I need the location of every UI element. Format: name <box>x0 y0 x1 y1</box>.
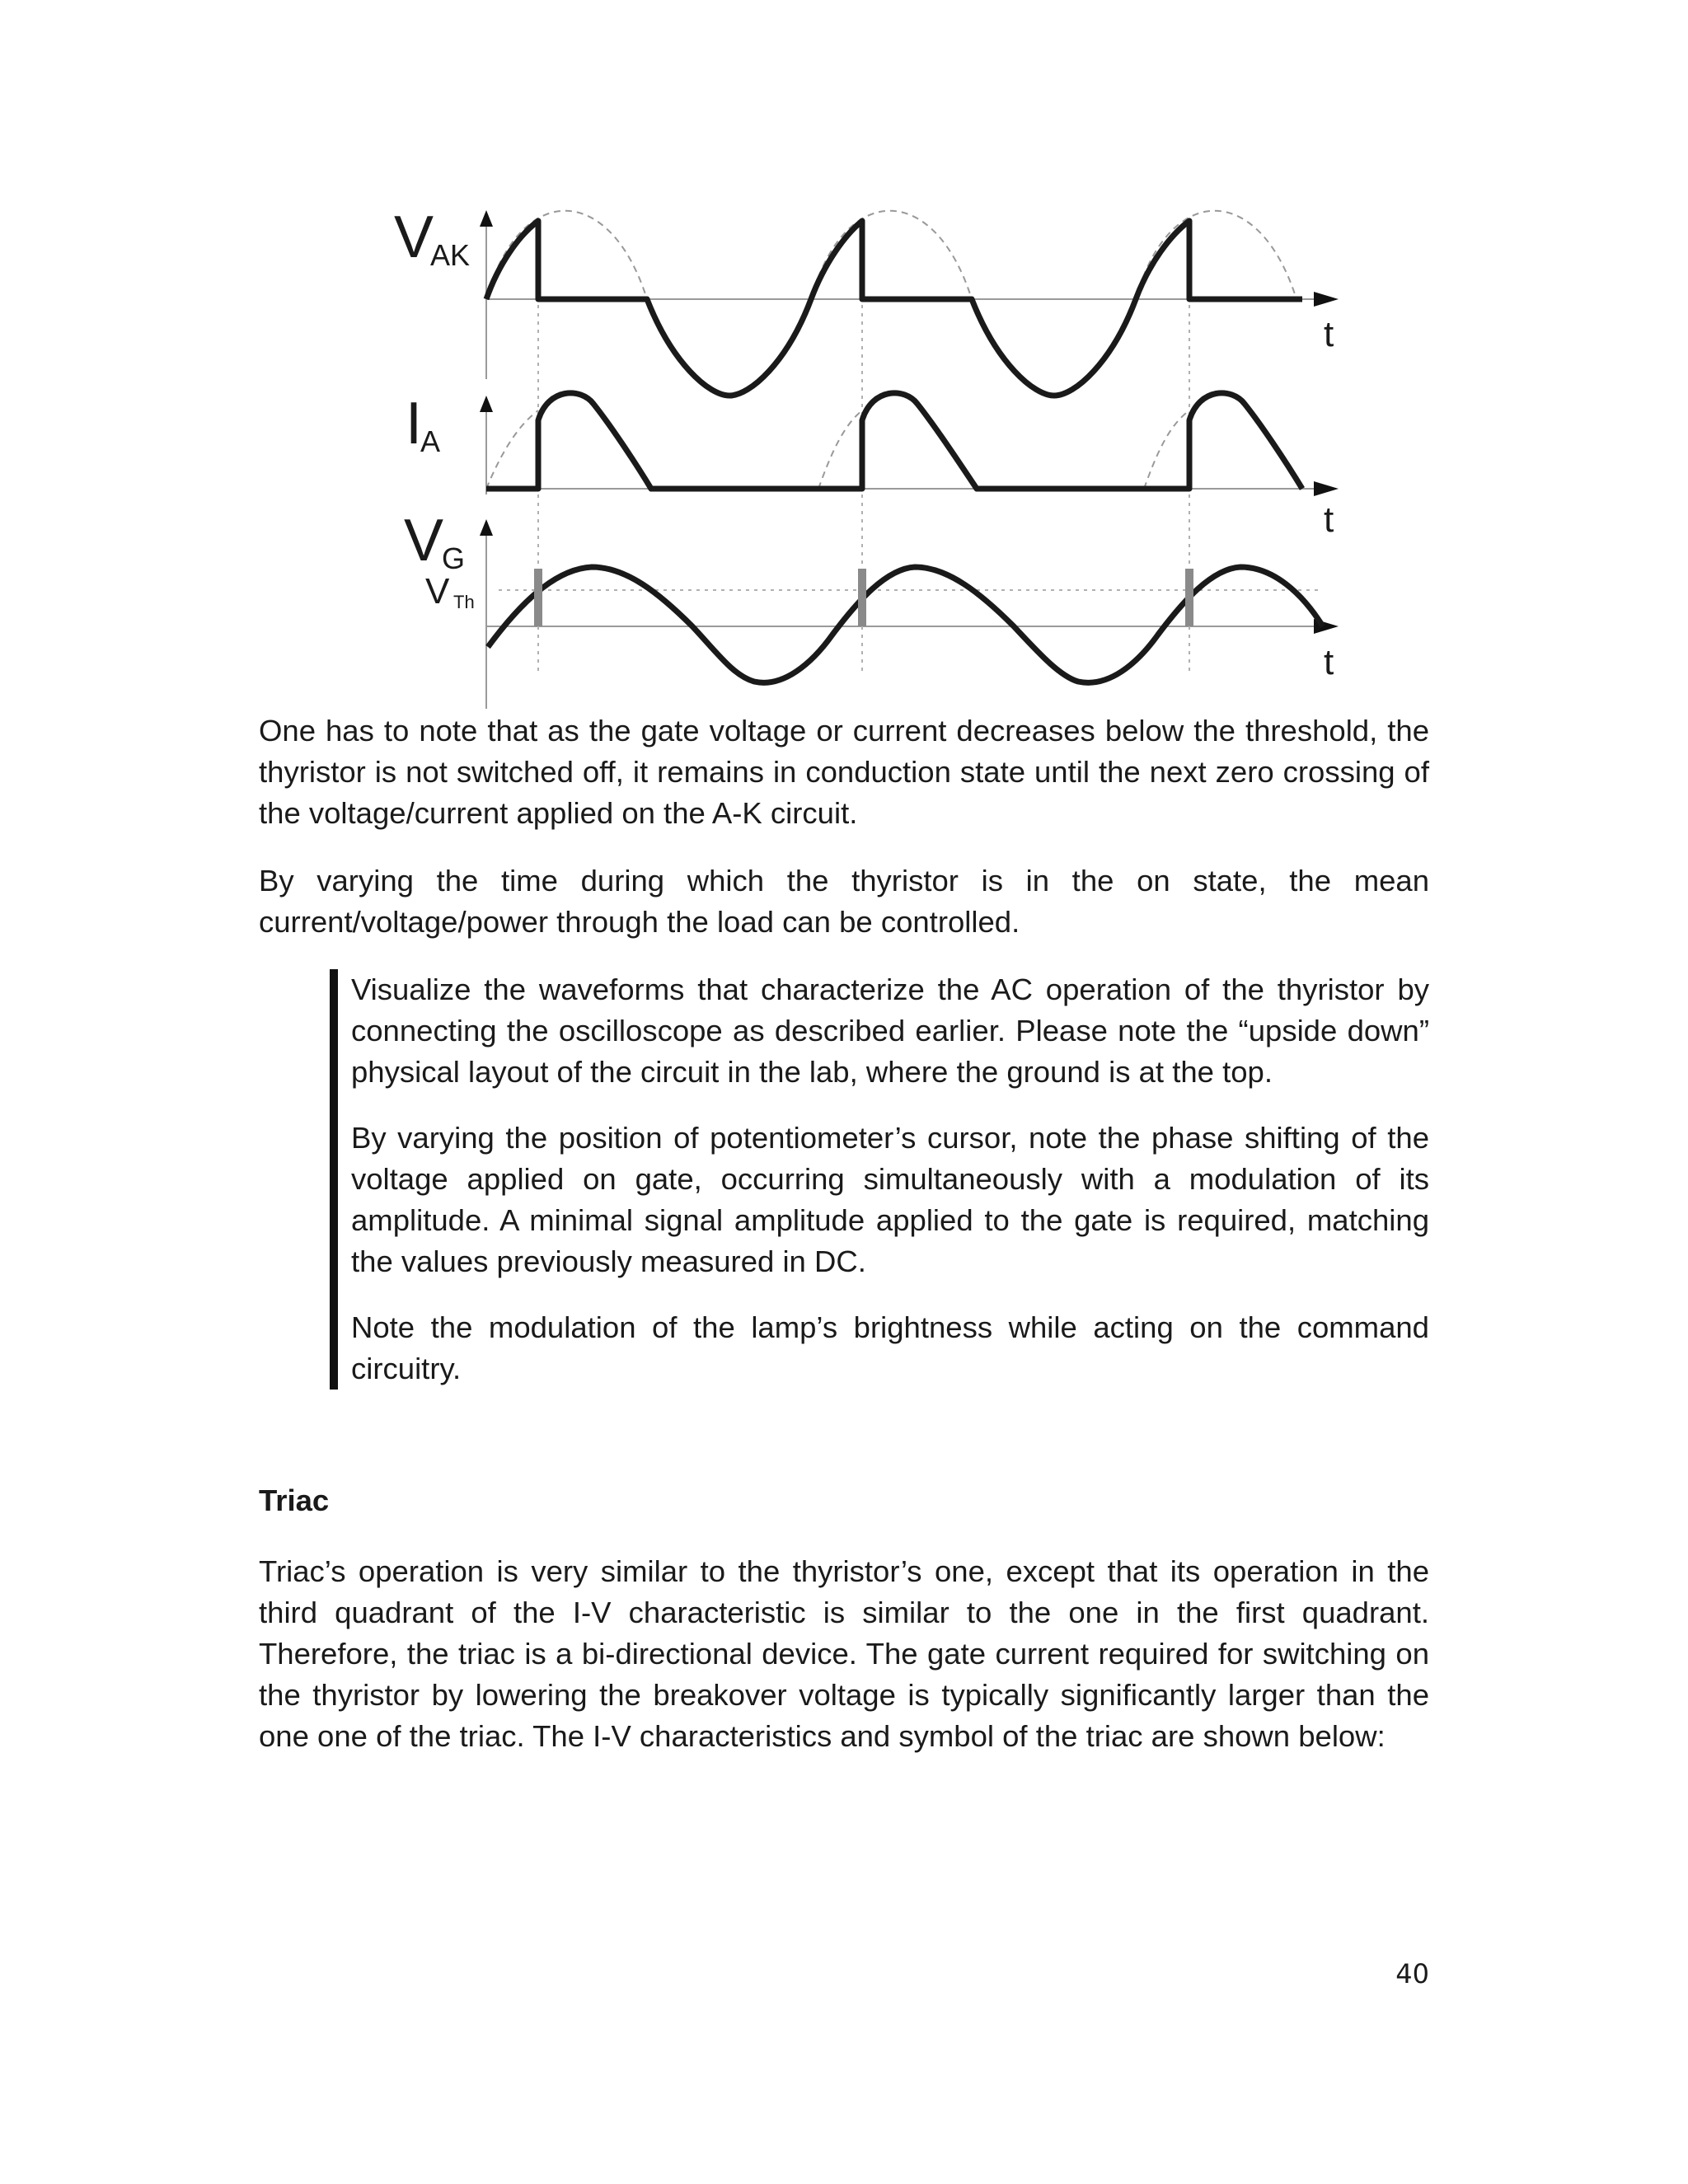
lab-instructions-callout <box>330 969 1429 1390</box>
vth-label: V <box>425 571 450 612</box>
ia-label: I <box>406 391 423 457</box>
time-axes <box>486 299 1319 626</box>
callout-lamp: Note the modulation of the lamp’s brightness while acting on the command circuitry. <box>351 1310 1429 1385</box>
vg-label-sub: G <box>442 541 466 575</box>
callout-visualize: Visualize the waveforms that characterize the AC operation of the thyristor by connecting the oscilloscope as described earlier. Please note the “upside down” physical layout of the circuit in the lab, where the ground is at the top. <box>351 972 1429 1089</box>
page-number: 40 <box>1395 1958 1429 1990</box>
vak-label-sub: AK <box>430 238 471 272</box>
ia-ghost-curve <box>486 410 1189 489</box>
time-label-1: t <box>1324 314 1334 354</box>
vak-waveform <box>486 221 1302 396</box>
thyristor-waveform-figure <box>0 0 1688 725</box>
vth-label-sub: Th <box>453 592 475 612</box>
section-heading-triac: Triac <box>259 1483 330 1517</box>
paragraph-triac: Triac’s operation is very similar to the thyristor’s one, except that its operation in the third quadrant of the I-V characteristic is similar to the one in the first quadrant. Therefore, the triac is a bi-directional device. The gate current required for switching on the thyristor by lowering the breakover voltage is typically significantly larger than the one one of the triac. The I-V characteristics and symbol of the triac are shown below: <box>259 1554 1429 1753</box>
callout-potentiometer: By varying the position of potentiometer’s cursor, note the phase shifting of the voltage applied on gate, occurring simultaneously with a modulation of its amplitude. A minimal signal amplitude applied to the gate is required, matching the values previously measured in DC. <box>351 1121 1429 1278</box>
time-label-3: t <box>1324 642 1334 682</box>
vg-label: V <box>404 508 444 574</box>
vg-waveform <box>488 567 1323 682</box>
vak-ghost-sine <box>486 211 1296 299</box>
paragraph-on-state: By varying the time during which the thyristor is in the on state, the mean current/voltage/power through the load can be controlled. <box>259 864 1429 939</box>
ia-label-sub: A <box>420 424 441 458</box>
vak-label: V <box>394 204 434 270</box>
paragraph-threshold-note: One has to note that as the gate voltage or current decreases below the threshold, the thyristor is not switched off, it remains in conduction state until the next zero crossing of the voltage/current applied on the A-K circuit. <box>259 714 1429 830</box>
ia-waveform <box>486 393 1302 489</box>
time-label-2: t <box>1324 499 1334 540</box>
